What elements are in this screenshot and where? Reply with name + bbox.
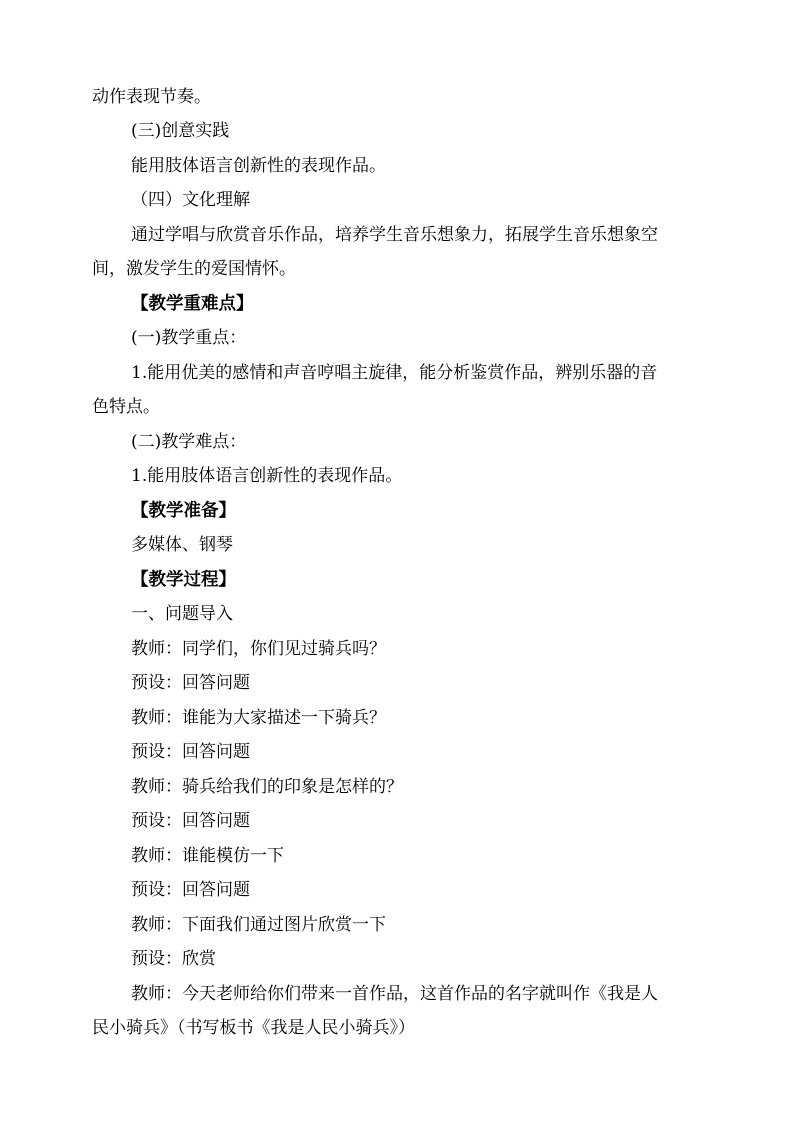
subheading-question-intro: 一、问题导入 [131, 604, 233, 624]
paragraph-continuation: 动作表现节奏。 [92, 87, 211, 107]
dialogue-line: 预设：回答问题 [131, 742, 250, 762]
heading-teaching-preparation: 【教学准备】 [131, 501, 236, 521]
list-item-continuation: 色特点。 [92, 397, 160, 417]
dialogue-line: 教师：今天老师给你们带来一首作品，这首作品的名字就叫作《我是人 [131, 984, 658, 1004]
dialogue-line: 预设：回答问题 [131, 811, 250, 831]
subheading-key-points: (一)教学重点： [131, 328, 247, 348]
subheading-difficult-points: (二)教学难点： [131, 432, 247, 452]
section-heading-creative-practice: (三)创意实践 [131, 121, 230, 141]
heading-teaching-process: 【教学过程】 [131, 570, 236, 590]
paragraph-continuation: 间，激发学生的爱国情怀。 [92, 259, 296, 279]
dialogue-line: 教师：下面我们通过图片欣赏一下 [131, 915, 386, 935]
dialogue-line: 教师：同学们，你们见过骑兵吗？ [131, 639, 386, 659]
dialogue-line-continuation: 民小骑兵》（书写板书《我是人民小骑兵》） [92, 1018, 415, 1038]
heading-key-difficult-points: 【教学重难点】 [131, 294, 254, 314]
paragraph: 能用肢体语言创新性的表现作品。 [131, 156, 386, 176]
dialogue-line: 预设：回答问题 [131, 880, 250, 900]
list-item: 1.能用肢体语言创新性的表现作品。 [131, 466, 403, 486]
dialogue-line: 预设：回答问题 [131, 673, 250, 693]
dialogue-line: 教师：骑兵给我们的印象是怎样的？ [131, 777, 403, 797]
list-item: 1.能用优美的感情和声音哼唱主旋律，能分析鉴赏作品，辨别乐器的音 [131, 363, 658, 383]
paragraph: 多媒体、钢琴 [131, 535, 233, 555]
paragraph: 通过学唱与欣赏音乐作品，培养学生音乐想象力，拓展学生音乐想象空 [131, 225, 658, 245]
dialogue-line: 预设：欣赏 [131, 949, 216, 969]
section-heading-cultural-understanding: （四）文化理解 [131, 190, 250, 210]
dialogue-line: 教师：谁能模仿一下 [131, 846, 284, 866]
dialogue-line: 教师：谁能为大家描述一下骑兵？ [131, 708, 386, 728]
